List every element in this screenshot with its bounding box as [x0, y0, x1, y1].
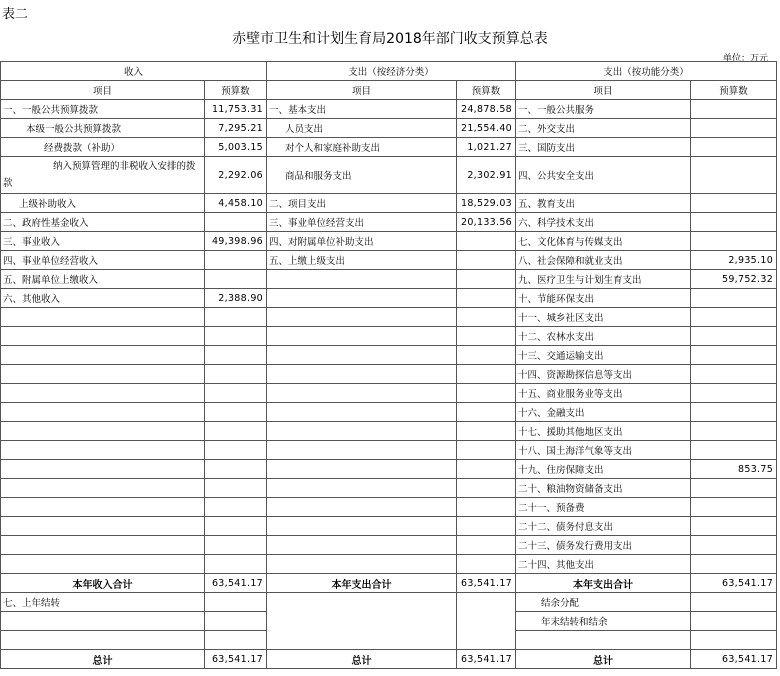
functional-expense-amount — [691, 422, 777, 441]
table-row — [1, 498, 777, 517]
income-item: 一、一般公共预算拨款 — [1, 100, 205, 119]
table-row — [1, 327, 777, 346]
functional-expense-amount — [691, 308, 777, 327]
functional-expense-amount — [691, 119, 777, 138]
table-row — [1, 555, 777, 574]
economic-expense-item — [267, 555, 457, 574]
income-amount — [205, 403, 267, 422]
income-amount — [205, 213, 267, 232]
economic-expense-amount — [457, 479, 516, 498]
economic-expense-item: 人员支出 — [267, 119, 457, 138]
table-row — [1, 441, 777, 460]
functional-expense-amount — [691, 403, 777, 422]
income-item — [1, 441, 205, 460]
table-row — [1, 365, 777, 384]
column-header-amount: 预算数 — [691, 81, 777, 100]
grand-total-income-value: 63,541.17 — [205, 650, 267, 669]
income-total-label: 本年收入合计 — [1, 574, 205, 593]
table-row — [1, 517, 777, 536]
income-amount — [205, 479, 267, 498]
functional-expense-amount — [691, 555, 777, 574]
economic-expense-amount: 2,302.91 — [457, 157, 516, 194]
economic-expense-item — [267, 346, 457, 365]
functional-expense-item: 一、一般公共服务 — [516, 100, 691, 119]
functional-expense-amount — [691, 498, 777, 517]
income-amount — [205, 441, 267, 460]
functional-expense-item: 十二、农林水支出 — [516, 327, 691, 346]
income-item — [1, 403, 205, 422]
income-amount — [205, 270, 267, 289]
functional-expense-item: 二十二、债务付息支出 — [516, 517, 691, 536]
unit-label: 单位：万元 — [722, 54, 768, 64]
income-group-header: 收入 — [1, 62, 267, 81]
functional-expense-item: 十四、资源勘探信息等支出 — [516, 365, 691, 384]
economic-expense-item — [267, 384, 457, 403]
spacer-row — [1, 631, 777, 650]
income-item — [1, 365, 205, 384]
functional-expense-item: 十五、商业服务业等支出 — [516, 384, 691, 403]
economic-expense-item: 四、对附属单位补助支出 — [267, 232, 457, 251]
functional-expense-item: 十八、国土海洋气象等支出 — [516, 441, 691, 460]
carryover-row — [1, 612, 777, 631]
table-row — [1, 403, 777, 422]
functional-expense-item: 十一、城乡社区支出 — [516, 308, 691, 327]
income-item — [1, 422, 205, 441]
table-row — [1, 422, 777, 441]
functional-expense-item: 二十一、预备费 — [516, 498, 691, 517]
economic-expense-item — [267, 327, 457, 346]
functional-expense-amount — [691, 517, 777, 536]
income-item — [1, 536, 205, 555]
income-amount — [205, 327, 267, 346]
economic-expense-total-label: 本年支出合计 — [267, 574, 457, 593]
functional-expense-amount — [691, 100, 777, 119]
functional-expense-item: 六、科学技术支出 — [516, 213, 691, 232]
sheet-label: 表二 — [2, 7, 29, 22]
income-item — [1, 327, 205, 346]
income-amount — [205, 346, 267, 365]
economic-expense-amount — [457, 251, 516, 270]
economic-expense-item — [267, 479, 457, 498]
grand-total-row — [1, 650, 777, 669]
income-total-value: 63,541.17 — [205, 574, 267, 593]
table-row — [1, 157, 777, 194]
economic-expense-item — [267, 422, 457, 441]
column-header-item: 项目 — [1, 81, 205, 100]
economic-expense-item — [267, 403, 457, 422]
functional-expense-item: 十六、金融支出 — [516, 403, 691, 422]
economic-expense-item: 三、事业单位经营支出 — [267, 213, 457, 232]
grand-total-label: 总计 — [267, 650, 457, 669]
functional-expense-amount: 59,752.32 — [691, 270, 777, 289]
table-row — [1, 536, 777, 555]
year-end-balance-label: 年末结转和结余 — [516, 612, 691, 631]
income-amount: 5,003.15 — [205, 138, 267, 157]
economic-expense-item: 一、基本支出 — [267, 100, 457, 119]
subtotal-row — [1, 574, 777, 593]
income-item: 经费拨款（补助） — [1, 138, 205, 157]
economic-expense-amount — [457, 536, 516, 555]
table-row — [1, 194, 777, 213]
functional-expense-item: 二、外交支出 — [516, 119, 691, 138]
grand-total-label: 总计 — [1, 650, 205, 669]
table-row — [1, 251, 777, 270]
table-row — [1, 119, 777, 138]
economic-expense-item — [267, 270, 457, 289]
economic-expense-amount — [457, 384, 516, 403]
income-item — [1, 460, 205, 479]
income-amount — [205, 384, 267, 403]
functional-expense-amount — [691, 346, 777, 365]
table-row — [1, 308, 777, 327]
functional-expense-amount — [691, 536, 777, 555]
prior-year-balance-label: 七、上年结转 — [1, 593, 205, 612]
economic-expense-amount: 18,529.03 — [457, 194, 516, 213]
column-header-item: 项目 — [267, 81, 457, 100]
carryover-row — [1, 593, 777, 612]
functional-expense-amount — [691, 138, 777, 157]
economic-expense-amount — [457, 422, 516, 441]
income-item: 五、附属单位上缴收入 — [1, 270, 205, 289]
economic-expense-item: 五、上缴上级支出 — [267, 251, 457, 270]
page-title: 赤壁市卫生和计划生育局2018年部门收支预算总表 — [232, 31, 548, 47]
economic-expense-amount — [457, 308, 516, 327]
economic-expense-amount: 1,021.27 — [457, 138, 516, 157]
income-item — [1, 346, 205, 365]
economic-expense-total-value: 63,541.17 — [457, 574, 516, 593]
economic-expense-amount — [457, 346, 516, 365]
functional-expense-amount — [691, 384, 777, 403]
table-row — [1, 213, 777, 232]
functional-expense-item: 二十三、债务发行费用支出 — [516, 536, 691, 555]
table-row — [1, 460, 777, 479]
functional-expense-amount — [691, 194, 777, 213]
functional-expense-item: 九、医疗卫生与计划生育支出 — [516, 270, 691, 289]
column-header-row — [1, 81, 777, 100]
functional-expense-item: 三、国防支出 — [516, 138, 691, 157]
economic-expense-amount — [457, 498, 516, 517]
functional-expense-amount: 853.75 — [691, 460, 777, 479]
income-item: 四、事业单位经营收入 — [1, 251, 205, 270]
functional-expense-amount — [691, 365, 777, 384]
economic-expense-item — [267, 308, 457, 327]
income-item: 本级一般公共预算拨款 — [1, 119, 205, 138]
table-row — [1, 346, 777, 365]
economic-expense-group-header: 支出（按经济分类） — [267, 62, 516, 81]
functional-expense-amount — [691, 232, 777, 251]
income-amount: 49,398.96 — [205, 232, 267, 251]
functional-expense-total-value: 63,541.17 — [691, 574, 777, 593]
column-header-item: 项目 — [516, 81, 691, 100]
economic-expense-item: 商品和服务支出 — [267, 157, 457, 194]
economic-expense-amount — [457, 403, 516, 422]
functional-expense-item: 十、节能环保支出 — [516, 289, 691, 308]
income-item — [1, 308, 205, 327]
functional-expense-item: 五、教育支出 — [516, 194, 691, 213]
income-amount — [205, 422, 267, 441]
economic-expense-amount: 20,133.56 — [457, 213, 516, 232]
economic-expense-amount — [457, 460, 516, 479]
income-amount — [205, 460, 267, 479]
income-item: 六、其他收入 — [1, 289, 205, 308]
income-amount: 2,388.90 — [205, 289, 267, 308]
grand-total-expense-value: 63,541.17 — [457, 650, 516, 669]
functional-expense-group-header: 支出（按功能分类） — [516, 62, 777, 81]
column-header-amount: 预算数 — [457, 81, 516, 100]
income-item — [1, 498, 205, 517]
economic-expense-item — [267, 289, 457, 308]
economic-expense-item — [267, 536, 457, 555]
economic-expense-item — [267, 498, 457, 517]
functional-expense-item: 二十、粮油物资储备支出 — [516, 479, 691, 498]
surplus-distribution-label: 结余分配 — [516, 593, 691, 612]
income-amount: 2,292.06 — [205, 157, 267, 194]
economic-expense-item — [267, 517, 457, 536]
column-header-amount: 预算数 — [205, 81, 267, 100]
economic-expense-item — [267, 365, 457, 384]
functional-expense-item: 七、文化体育与传媒支出 — [516, 232, 691, 251]
income-amount — [205, 498, 267, 517]
economic-expense-amount: 24,878.58 — [457, 100, 516, 119]
functional-expense-item: 八、社会保障和就业支出 — [516, 251, 691, 270]
economic-expense-amount — [457, 365, 516, 384]
economic-expense-amount — [457, 441, 516, 460]
income-amount — [205, 555, 267, 574]
income-amount: 4,458.10 — [205, 194, 267, 213]
economic-expense-amount — [457, 517, 516, 536]
income-item: 上级补助收入 — [1, 194, 205, 213]
budget-table — [0, 61, 777, 669]
functional-expense-item: 十七、援助其他地区支出 — [516, 422, 691, 441]
functional-expense-item: 十三、交通运输支出 — [516, 346, 691, 365]
functional-expense-amount — [691, 157, 777, 194]
economic-expense-amount — [457, 289, 516, 308]
income-amount: 7,295.21 — [205, 119, 267, 138]
income-item — [1, 479, 205, 498]
table-row — [1, 100, 777, 119]
economic-expense-item — [267, 441, 457, 460]
functional-expense-amount: 2,935.10 — [691, 251, 777, 270]
income-item — [1, 555, 205, 574]
economic-expense-amount: 21,554.40 — [457, 119, 516, 138]
economic-expense-amount — [457, 327, 516, 346]
grand-total-functional-value: 63,541.17 — [691, 650, 777, 669]
economic-expense-amount — [457, 555, 516, 574]
income-item: 二、政府性基金收入 — [1, 213, 205, 232]
income-amount: 11,753.31 — [205, 100, 267, 119]
table-row — [1, 270, 777, 289]
grand-total-label: 总计 — [516, 650, 691, 669]
income-amount — [205, 365, 267, 384]
functional-expense-amount — [691, 289, 777, 308]
functional-expense-amount — [691, 213, 777, 232]
functional-expense-item: 四、公共安全支出 — [516, 157, 691, 194]
table-row — [1, 479, 777, 498]
income-amount — [205, 308, 267, 327]
group-header-row — [1, 62, 777, 81]
income-amount — [205, 536, 267, 555]
income-item: 三、事业收入 — [1, 232, 205, 251]
economic-expense-amount — [457, 270, 516, 289]
income-item: 纳入预算管理的非税收入安排的拨款 — [1, 157, 205, 194]
functional-expense-total-label: 本年支出合计 — [516, 574, 691, 593]
table-row — [1, 232, 777, 251]
functional-expense-amount — [691, 479, 777, 498]
table-row — [1, 138, 777, 157]
economic-expense-amount — [457, 232, 516, 251]
income-item — [1, 517, 205, 536]
income-amount — [205, 517, 267, 536]
economic-expense-item: 对个人和家庭补助支出 — [267, 138, 457, 157]
table-row — [1, 384, 777, 403]
income-item — [1, 384, 205, 403]
functional-expense-amount — [691, 327, 777, 346]
economic-expense-item: 二、项目支出 — [267, 194, 457, 213]
functional-expense-item: 十九、住房保障支出 — [516, 460, 691, 479]
table-row — [1, 289, 777, 308]
functional-expense-amount — [691, 441, 777, 460]
economic-expense-item — [267, 460, 457, 479]
income-amount — [205, 251, 267, 270]
functional-expense-item: 二十四、其他支出 — [516, 555, 691, 574]
